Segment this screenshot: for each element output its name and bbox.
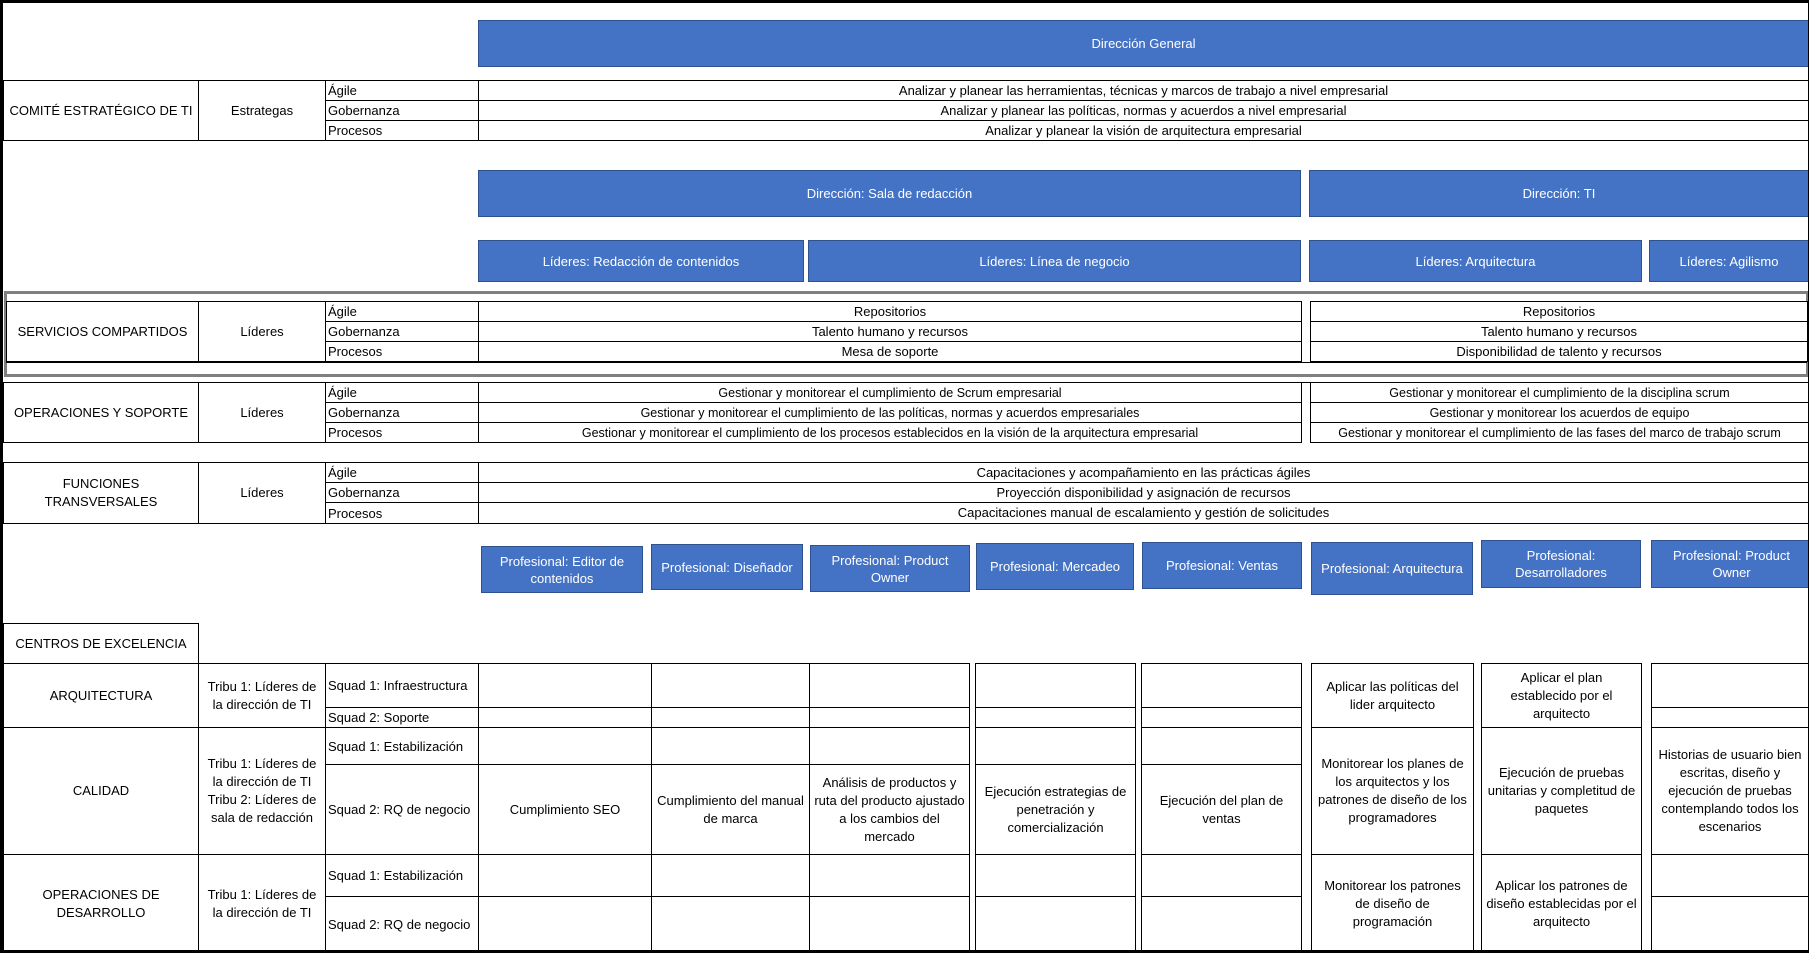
cell-text: Monitorear los patrones de diseño de programación (1324, 877, 1461, 929)
dev-aplicar-plan (1481, 663, 1642, 728)
dim-label: Gobernanza (328, 103, 400, 118)
dim-gobernanza (325, 100, 479, 121)
dev-aplicar-patrones (1481, 854, 1642, 953)
grid-cell (1651, 854, 1809, 897)
role-label: Líderes (240, 404, 284, 420)
cell-text: Historias de usuario bien escritas, diseño y ejecución de pruebas contemplando todos los escenarios (1658, 747, 1802, 834)
dim-label: Ágile (328, 465, 357, 480)
cell-text: Repositorios (853, 303, 927, 319)
section-title: COMITÉ ESTRATÉGICO DE TI (9, 102, 193, 118)
dev-pruebas-unitarias (1481, 727, 1642, 855)
role-servicios (198, 301, 326, 362)
squad-label: Squad 2: RQ de negocio (328, 917, 471, 932)
arq-aplicar-politicas (1311, 663, 1474, 728)
cell-text: Gestionar y monitorear el cumplimiento de la disciplina scrum (1389, 385, 1730, 400)
grid-cell (651, 727, 810, 765)
cell-text: Disponibilidad de talento y recursos (1456, 343, 1662, 359)
cell-text: Talento humano y recursos (1480, 323, 1638, 339)
calidad-plan-ventas (1141, 764, 1302, 855)
servicios-sala-agile (478, 301, 1302, 322)
cell-text: Gestionar y monitorear el cumplimiento de los procesos establecidos en la visión de la arquitectura empresarial (581, 425, 1199, 440)
grid-cell (809, 854, 970, 897)
squad-rq-negocio (325, 764, 479, 855)
squad-label: Squad 1: Estabilización (328, 738, 464, 754)
squad-infraestructura (325, 663, 479, 708)
cell-text: Capacitaciones y acompañamiento en las prácticas ágiles (976, 464, 1311, 480)
role-funciones (198, 462, 326, 524)
dim-agile (325, 301, 479, 322)
cell-text: Cumplimiento del manual de marca (657, 792, 804, 826)
servicios-sala-gobernanza (478, 321, 1302, 342)
operaciones-sala-gobernanza (478, 402, 1302, 423)
dim-label: Procesos (328, 505, 383, 521)
box-profesional-editor (481, 546, 643, 593)
section-servicios (6, 301, 199, 362)
grid-cell (1141, 896, 1302, 953)
grid-cell (1141, 854, 1302, 897)
section-funciones (3, 462, 199, 524)
box-label: Líderes: Línea de negocio (979, 253, 1130, 269)
grid-cell (651, 896, 810, 953)
comite-agile-value (478, 80, 1809, 101)
section-title: FUNCIONES TRANSVERSALES (44, 476, 158, 509)
cell-text: Gestionar y monitorear el cumplimiento de las fases del marco de trabajo scrum (1338, 425, 1781, 440)
grid-cell (809, 727, 970, 765)
section-title: CENTROS DE EXCELENCIA (15, 635, 187, 651)
centro-calidad (3, 727, 199, 855)
servicios-ti-agile (1310, 301, 1808, 322)
cell-text: Ejecución del plan de ventas (1159, 792, 1284, 826)
box-label: Dirección: Sala de redacción (806, 186, 973, 201)
cell-text: Gestionar y monitorear el cumplimiento de las políticas, normas y acuerdos empresariales (640, 405, 1140, 420)
funciones-gobernanza-value (478, 482, 1809, 503)
squad-soporte (325, 707, 479, 728)
cell-text: Ejecución estrategias de penetración y comercialización (984, 783, 1127, 835)
squad-label: Squad 1: Infraestructura (328, 678, 468, 693)
dim-label: Ágile (328, 83, 357, 98)
box-label: Profesional: Product Owner (1672, 548, 1791, 580)
role-operaciones (198, 382, 326, 443)
box-label: Líderes: Redacción de contenidos (542, 253, 740, 269)
dim-label: Gobernanza (328, 405, 400, 420)
cell-text: Aplicar las políticas del lider arquitecto (1326, 678, 1459, 712)
grid-cell (478, 896, 652, 953)
box-label: Dirección: TI (1522, 186, 1596, 201)
section-comite (3, 80, 199, 141)
centro-desarrollo (3, 854, 199, 953)
cell-text: Aplicar los patrones de diseño establecidas por el arquitecto (1486, 877, 1637, 929)
cell-text: Proyección disponibilidad y asignación de recursos (996, 484, 1291, 500)
dim-procesos (325, 502, 479, 524)
dim-procesos (325, 120, 479, 141)
grid-cell (478, 707, 652, 728)
section-title: OPERACIONES DE DESARROLLO (42, 886, 160, 920)
dim-label: Procesos (328, 123, 383, 138)
box-label: Profesional: Product Owner (831, 552, 949, 585)
grid-cell (809, 896, 970, 953)
operaciones-ti-gobernanza (1310, 402, 1809, 423)
calidad-seo (478, 764, 652, 855)
funciones-agile-value (478, 462, 1809, 483)
dim-label: Procesos (328, 344, 383, 359)
cell-text: Gestionar y monitorear los acuerdos de equipo (1429, 405, 1690, 420)
po-historias-usuario (1651, 727, 1809, 855)
dim-label: Procesos (328, 425, 383, 440)
grid-cell (809, 707, 970, 728)
grid-cell (1141, 663, 1302, 708)
grid-cell (1141, 727, 1302, 765)
squad-estabilizacion (325, 727, 479, 765)
box-label: Dirección General (1091, 36, 1196, 51)
tribu-desarrollo (198, 854, 326, 953)
divider (6, 362, 1807, 363)
funciones-procesos-value (478, 502, 1809, 524)
squad-label: Squad 2: Soporte (328, 710, 430, 725)
cell-text: Analizar y planear las políticas, normas y acuerdos a nivel empresarial (940, 102, 1347, 118)
box-lideres-redaccion (478, 240, 804, 282)
tribu-calidad (198, 727, 326, 855)
section-title: SERVICIOS COMPARTIDOS (17, 323, 188, 339)
grid-cell (478, 727, 652, 765)
grid-cell (975, 727, 1136, 765)
box-profesional-arquitectura (1311, 542, 1473, 595)
role-label: Líderes (240, 323, 284, 339)
section-operaciones (3, 382, 199, 443)
box-profesional-product-owner (810, 545, 970, 592)
comite-procesos-value (478, 120, 1809, 141)
box-direccion-sala (478, 170, 1301, 217)
cell-text: Talento humano y recursos (811, 323, 969, 339)
tribu-label: Tribu 1: Líderes de la dirección de TI (207, 678, 317, 712)
box-label: Profesional: Mercadeo (989, 559, 1121, 574)
cell-text: Gestionar y monitorear el cumplimiento de Scrum empresarial (718, 385, 1062, 400)
role-label: Estrategas (230, 102, 294, 118)
box-label: Profesional: Editor de contenidos (499, 553, 625, 586)
grid-cell (651, 707, 810, 728)
dim-procesos (325, 341, 479, 362)
grid-cell (1651, 707, 1809, 728)
dim-agile (325, 382, 479, 403)
box-lideres-arquitectura (1309, 240, 1642, 282)
tribu-label: Tribu 1: Líderes de la dirección de TI (207, 886, 317, 920)
grid-cell (975, 896, 1136, 953)
cell-text: Análisis de productos y ruta del producto ajustado a los cambios del mercado (814, 774, 965, 844)
dim-label: Gobernanza (328, 485, 400, 500)
dim-gobernanza (325, 482, 479, 503)
grid-cell (1651, 663, 1809, 708)
cell-text: Cumplimiento SEO (509, 801, 621, 817)
box-profesional-desarrolladores (1481, 540, 1641, 588)
servicios-sala-procesos (478, 341, 1302, 362)
tribu-label: Tribu 1: Líderes de la dirección de TI Tribu 2: Líderes de sala de redacción (207, 756, 317, 825)
squad-label: Squad 2: RQ de negocio (328, 802, 471, 817)
box-lideres-linea (808, 240, 1301, 282)
calidad-analisis-productos (809, 764, 970, 855)
box-direccion-ti (1309, 170, 1809, 217)
box-label: Profesional: Diseñador (661, 559, 793, 575)
dim-agile (325, 80, 479, 101)
section-title: CALIDAD (72, 783, 130, 798)
arq-monitorear-planes (1311, 727, 1474, 855)
cell-text: Aplicar el plan establecido por el arquitecto (1510, 669, 1613, 721)
cell-text: Repositorios (1522, 303, 1596, 319)
cell-text: Analizar y planear las herramientas, técnicas y marcos de trabajo a nivel empresarial (898, 82, 1389, 98)
squad-estabilizacion (325, 854, 479, 897)
cell-text: Mesa de soporte (841, 343, 939, 359)
arq-monitorear-patrones (1311, 854, 1474, 953)
section-centros (3, 623, 199, 664)
calidad-estrategias (975, 764, 1136, 855)
role-label: Líderes (240, 485, 284, 500)
operaciones-sala-agile (478, 382, 1302, 403)
servicios-ti-gobernanza (1310, 321, 1808, 342)
squad-label: Squad 1: Estabilización (328, 868, 464, 883)
dim-gobernanza (325, 402, 479, 423)
cell-text: Ejecución de pruebas unitarias y completitud de paquetes (1487, 765, 1636, 816)
calidad-manual-marca (651, 764, 810, 855)
box-label: Líderes: Agilismo (1679, 253, 1779, 269)
grid-cell (1651, 896, 1809, 953)
section-title: OPERACIONES Y SOPORTE (13, 404, 189, 420)
grid-cell (651, 663, 810, 708)
grid-cell (651, 854, 810, 897)
grid-cell (975, 854, 1136, 897)
grid-cell (1141, 707, 1302, 728)
servicios-ti-procesos (1310, 341, 1808, 362)
section-title: ARQUITECTURA (49, 687, 153, 703)
operaciones-ti-procesos (1310, 422, 1809, 443)
squad-rq-negocio (325, 896, 479, 953)
comite-gobernanza-value (478, 100, 1809, 121)
box-label: Líderes: Arquitectura (1415, 253, 1536, 269)
box-direccion-general (478, 20, 1809, 67)
box-label: Profesional: Arquitectura (1321, 561, 1463, 576)
grid-cell (975, 663, 1136, 708)
grid-cell (975, 707, 1136, 728)
cell-text: Monitorear los planes de los arquitectos y los patrones de diseño de los programadores (1318, 756, 1467, 825)
dim-label: Ágile (328, 304, 357, 319)
box-profesional-mercadeo (976, 543, 1134, 590)
grid-cell (478, 854, 652, 897)
centro-arquitectura (3, 663, 199, 728)
dim-gobernanza (325, 321, 479, 342)
box-profesional-product-owner-ti (1651, 540, 1809, 588)
dim-agile (325, 462, 479, 483)
box-lideres-agilismo (1649, 240, 1809, 282)
box-label: Profesional: Ventas (1165, 558, 1279, 573)
box-profesional-ventas (1142, 542, 1302, 589)
grid-cell (809, 663, 970, 708)
dim-label: Gobernanza (328, 324, 400, 339)
box-profesional-disenador (651, 544, 803, 590)
tribu-arquitectura (198, 663, 326, 728)
operaciones-sala-procesos (478, 422, 1302, 443)
box-label: Profesional: Desarrolladores (1515, 548, 1607, 580)
dim-procesos (325, 422, 479, 443)
cell-text: Capacitaciones manual de escalamiento y gestión de solicitudes (957, 505, 1330, 520)
grid-cell (478, 663, 652, 708)
operaciones-ti-agile (1310, 382, 1809, 403)
dim-label: Ágile (328, 385, 357, 400)
role-comite (198, 80, 326, 141)
cell-text: Analizar y planear la visión de arquitectura empresarial (985, 122, 1302, 138)
